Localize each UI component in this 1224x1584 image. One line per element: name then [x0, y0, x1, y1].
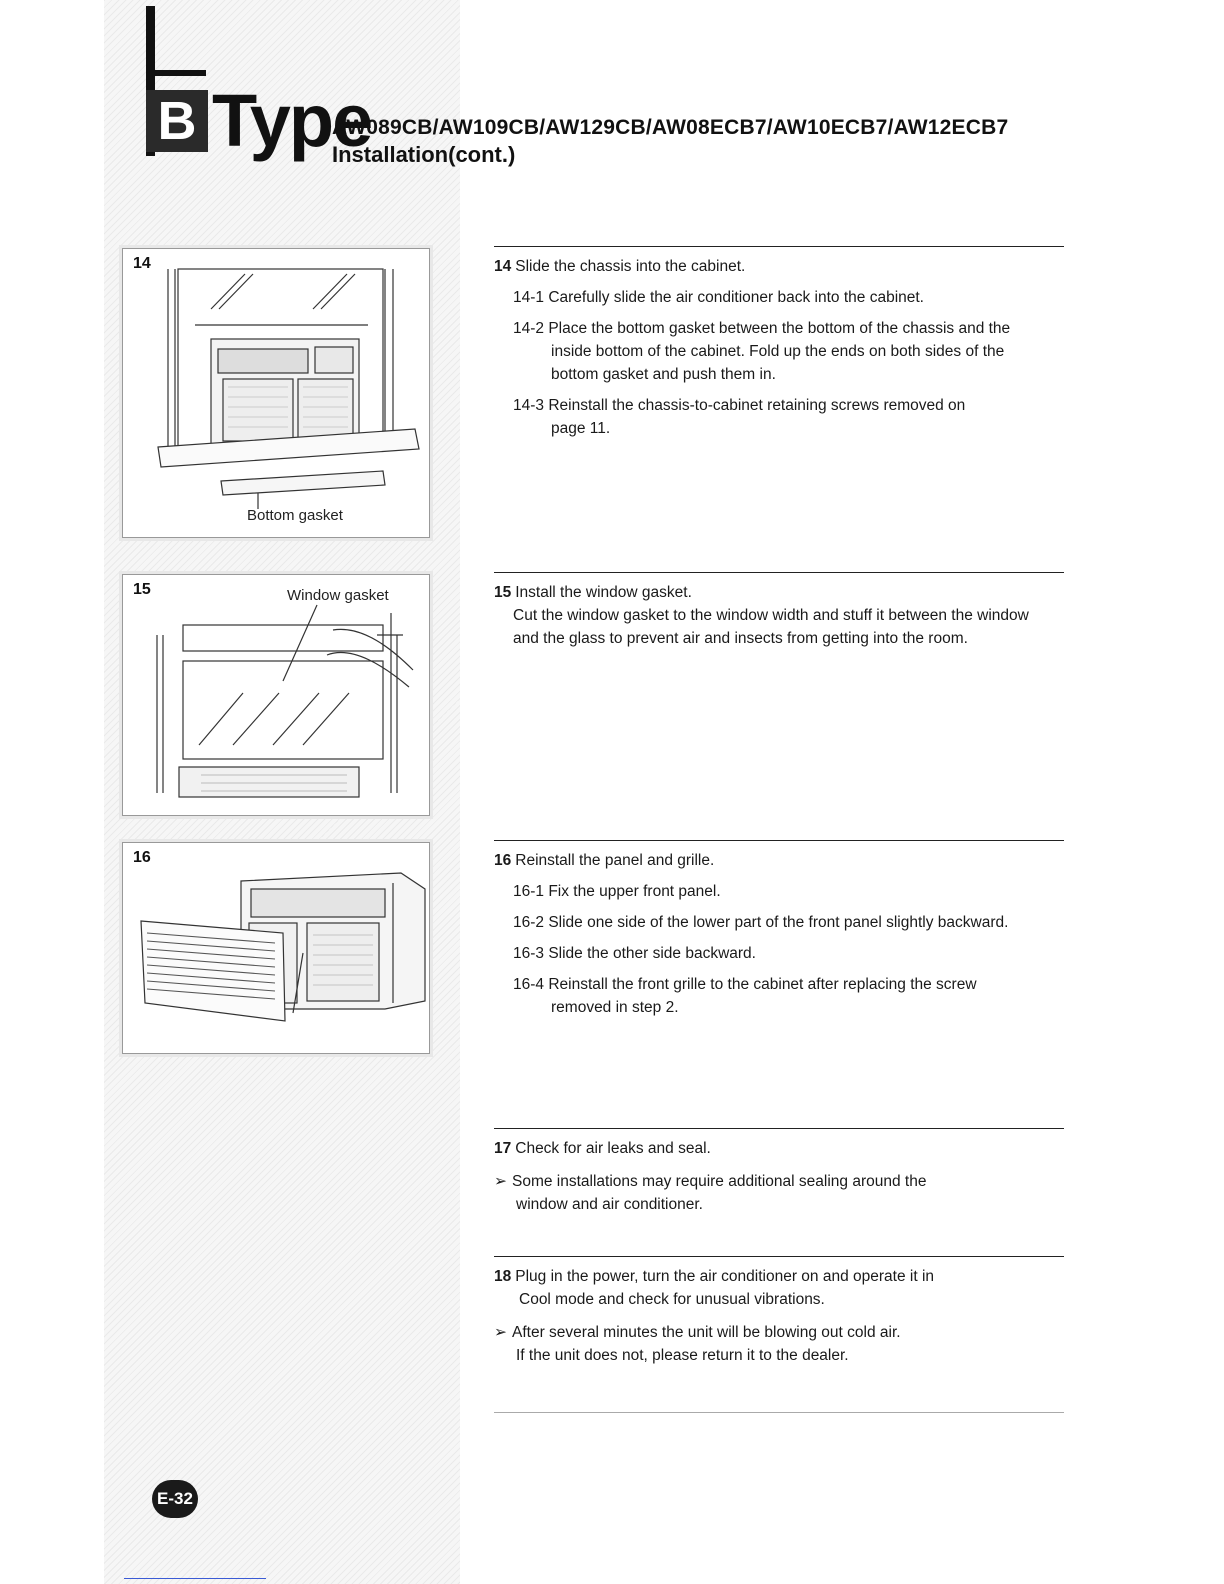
page-subtitle: Installation(cont.): [332, 142, 516, 167]
figure-16: [122, 842, 430, 1054]
step-14-2-line2: inside bottom of the cabinet. Fold up the ends on both sides of the: [551, 343, 1005, 360]
step-16-3: 16-3 Slide the other side backward.: [513, 945, 756, 962]
step-18-number: 18: [494, 1268, 512, 1285]
window-gasket-label: Window gasket: [287, 587, 389, 604]
page-number-badge: E-32: [152, 1480, 198, 1518]
step-18-note-line1: After several minutes the unit will be blowing out cold air.: [512, 1324, 901, 1341]
figure-16-number: 16: [133, 849, 151, 866]
step-14-2-line3: bottom gasket and push them in.: [551, 366, 776, 383]
step-18-title-line2: Cool mode and check for unusual vibrations.: [519, 1291, 825, 1308]
step-16: [494, 840, 1064, 1019]
step-15-line2: and the glass to prevent air and insects from getting into the room.: [513, 630, 968, 647]
type-letter-badge: B: [146, 90, 208, 152]
step-14-3: 14-3 Reinstall the chassis-to-cabinet retaining screws removed on: [513, 397, 966, 414]
step-18-title: Plug in the power, turn the air conditioner on and operate it in: [515, 1268, 935, 1285]
figure-15-number: 15: [133, 581, 151, 598]
step-16-4: 16-4 Reinstall the front grille to the cabinet after replacing the screw: [513, 976, 977, 993]
figure-15: [122, 574, 430, 816]
step-16-4-line2: removed in step 2.: [551, 999, 679, 1016]
step-16-1: 16-1 Fix the upper front panel.: [513, 883, 721, 900]
bottom-divider: [494, 1412, 1064, 1413]
step-17-note-line1: Some installations may require additional sealing around the: [512, 1173, 927, 1190]
step-14-1: 14-1 Carefully slide the air conditioner back into the cabinet.: [513, 289, 924, 306]
step-17-title: Check for air leaks and seal.: [515, 1140, 711, 1157]
step-16-title: Reinstall the panel and grille.: [515, 852, 715, 869]
figure-15-illustration: [123, 575, 429, 815]
figure-16-illustration: [123, 843, 429, 1053]
corner-bar-horizontal: [146, 70, 206, 76]
figure-14-illustration: [123, 249, 429, 537]
step-14-number: 14: [494, 258, 512, 275]
step-16-number: 16: [494, 852, 512, 869]
step-15-number: 15: [494, 584, 512, 601]
step-15-title: Install the window gasket.: [515, 584, 692, 601]
step-17-number: 17: [494, 1140, 512, 1157]
step-16-2: 16-2 Slide one side of the lower part of the front panel slightly backward.: [513, 914, 1009, 931]
step-15: [494, 572, 1064, 650]
figure-14: [122, 248, 430, 538]
step-14-title: Slide the chassis into the cabinet.: [515, 258, 746, 275]
step-14-3-line2: page 11.: [551, 420, 611, 437]
step-17: [494, 1128, 1064, 1216]
note-arrow-icon: ➢: [494, 1173, 507, 1190]
bottom-link-line: [124, 1578, 266, 1579]
note-arrow-icon: ➢: [494, 1324, 507, 1341]
figure-14-number: 14: [133, 255, 151, 272]
model-list: AW089CB/AW109CB/AW129CB/AW08ECB7/AW10ECB7/AW12ECB7: [332, 116, 1009, 139]
step-15-line1: Cut the window gasket to the window width and stuff it between the window: [513, 607, 1029, 624]
bottom-gasket-label: Bottom gasket: [247, 507, 343, 524]
step-18: [494, 1256, 1064, 1367]
step-14-2: 14-2 Place the bottom gasket between the bottom of the chassis and the: [513, 320, 1011, 337]
step-17-note-line2: window and air conditioner.: [516, 1196, 703, 1213]
type-word: Type: [212, 79, 372, 162]
step-18-note-line2: If the unit does not, please return it to the dealer.: [516, 1347, 849, 1364]
step-14: [494, 246, 1064, 440]
